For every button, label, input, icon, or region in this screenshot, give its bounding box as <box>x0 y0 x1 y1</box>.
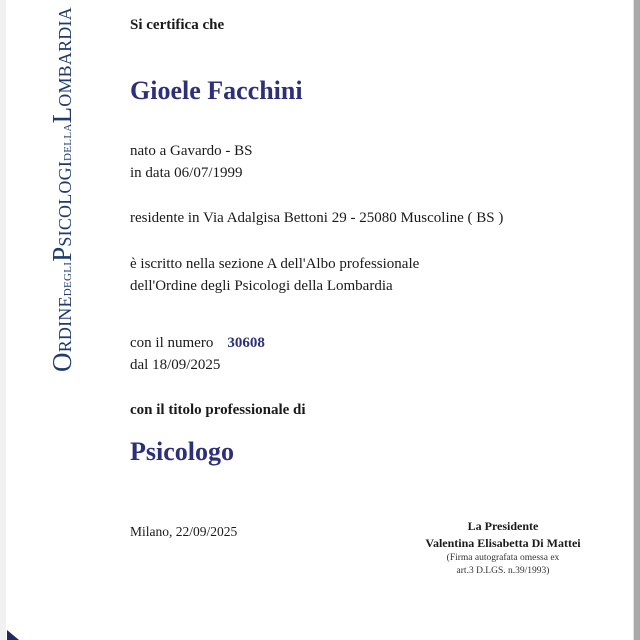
signature-block <box>404 518 602 578</box>
title-label: con il titolo professionale di <box>130 402 306 418</box>
place-date: Milano, 22/09/2025 <box>130 524 238 539</box>
logo-text <box>47 7 80 372</box>
corner-decoration <box>7 630 19 640</box>
signature-note-2: art.3 D.LGS. n.39/1993) <box>456 566 550 576</box>
logo-vertical <box>47 0 82 372</box>
logo-part: DEGLI <box>62 261 74 297</box>
logo-part: OMBARDIA <box>55 7 75 107</box>
logo-part: RDINE <box>55 296 75 353</box>
enrollment-line-2: dell'Ordine degli Psicologi della Lombardia <box>130 278 393 294</box>
since-date: dal 18/09/2025 <box>130 357 221 373</box>
signature-note-1: (Firma autografata omessa ex <box>446 553 560 563</box>
person-name: Gioele Facchini <box>130 76 303 105</box>
logo-part: O <box>47 352 77 372</box>
intro-text: Si certifica che <box>130 17 225 33</box>
number-label: con il numero <box>130 335 214 351</box>
signature-name: Valentina Elisabetta Di Mattei <box>425 536 581 550</box>
logo-part: DELLA <box>62 123 74 161</box>
registration-number: 30608 <box>227 335 265 351</box>
page-left-edge <box>0 0 6 640</box>
logo-part: P <box>47 246 77 262</box>
residence: residente in Via Adalgisa Bettoni 29 - 25080 Muscoline ( BS ) <box>130 210 504 226</box>
birth-date: in data 06/07/1999 <box>130 165 243 181</box>
logo-part: SICOLOGI <box>55 160 75 247</box>
birth-place: nato a Gavardo - BS <box>130 143 253 159</box>
enrollment-line-1: è iscritto nella sezione A dell'Albo professionale <box>130 256 420 272</box>
logo-part: L <box>47 106 77 124</box>
professional-title: Psicologo <box>130 437 234 466</box>
number-row <box>130 333 265 353</box>
scrollbar[interactable] <box>633 0 640 640</box>
signature-role: La Presidente <box>467 519 539 533</box>
